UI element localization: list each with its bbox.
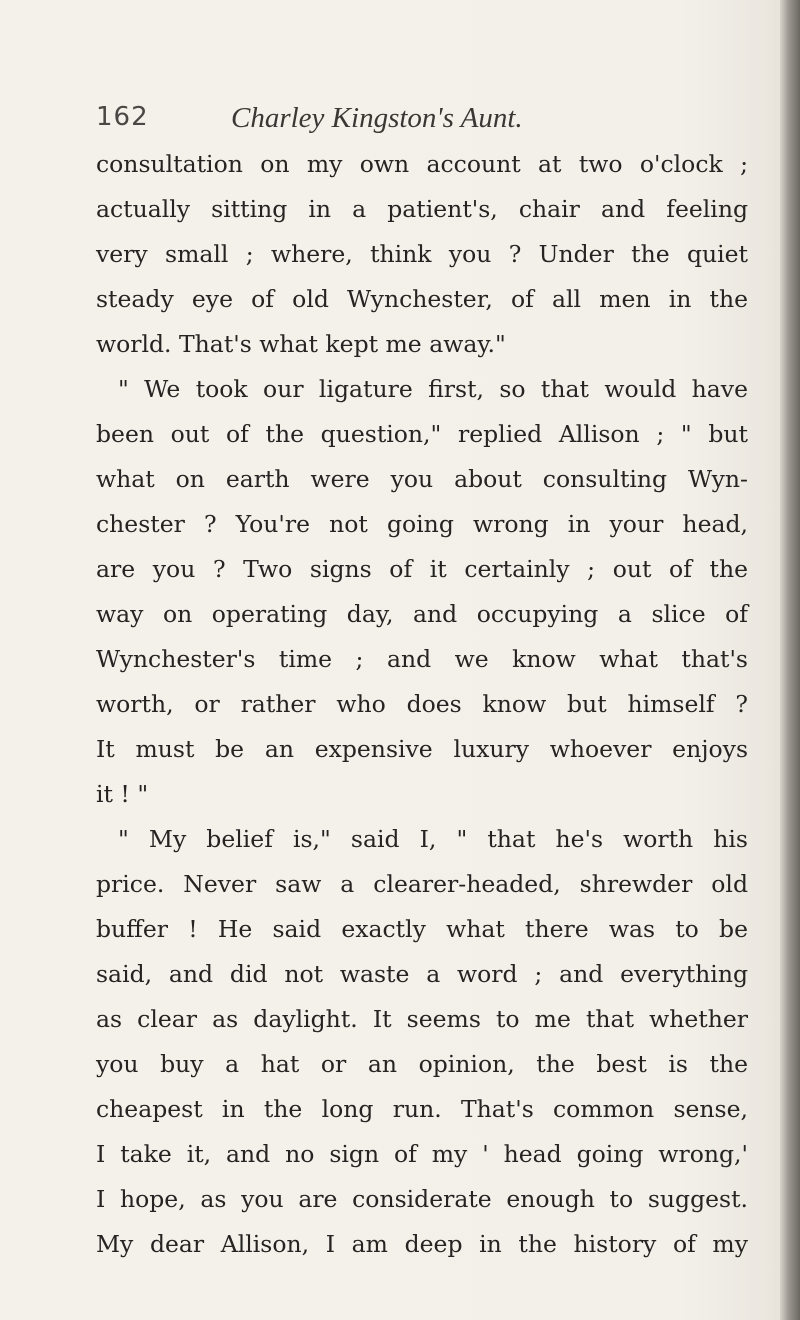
text-line: I hope, as you are considerate enough to suggest. [96,1185,748,1213]
page-number: 162 [96,102,149,132]
text-line: " We took our ligature first, so that would have [118,375,748,403]
running-title: Charley Kingston's Aunt. [231,102,523,134]
text-line: Wynchester's time ; and we know what that's [96,645,748,673]
text-line: consultation on my own account at two o'clock ; [96,150,748,178]
text-line: price. Never saw a clearer-headed, shrewder old [96,870,748,898]
text-line: I take it, and no sign of my ' head going wrong,' [96,1140,748,1168]
text-line: said, and did not waste a word ; and everything [96,960,748,988]
text-line: way on operating day, and occupying a slice of [96,600,748,628]
text-line: you buy a hat or an opinion, the best is the [96,1050,748,1078]
text-line: steady eye of old Wynchester, of all men in the [96,285,748,313]
text-line: My dear Allison, I am deep in the history of my [96,1230,748,1258]
text-line: chester ? You're not going wrong in your head, [96,510,748,538]
page-header [96,102,696,142]
text-line: It must be an expensive luxury whoever enjoys [96,735,748,763]
text-line: it ! " [96,780,149,808]
text-line: are you ? Two signs of it certainly ; out of the [96,555,748,583]
text-line: actually sitting in a patient's, chair and feeling [96,195,748,223]
text-line: been out of the question," replied Allison ; " but [96,420,748,448]
page-gutter-shadow [780,0,800,1320]
text-line: very small ; where, think you ? Under the quiet [96,240,748,268]
text-line: " My belief is," said I, " that he's worth his [118,825,748,853]
text-line: buffer ! He said exactly what there was to be [96,915,748,943]
text-line: cheapest in the long run. That's common sense, [96,1095,748,1123]
body-text [96,142,748,1267]
text-line: as clear as daylight. It seems to me that whether [96,1005,748,1033]
text-line: world. That's what kept me away." [96,330,506,358]
text-line: worth, or rather who does know but himself ? [96,690,748,718]
text-line: what on earth were you about consulting Wyn- [96,465,748,493]
